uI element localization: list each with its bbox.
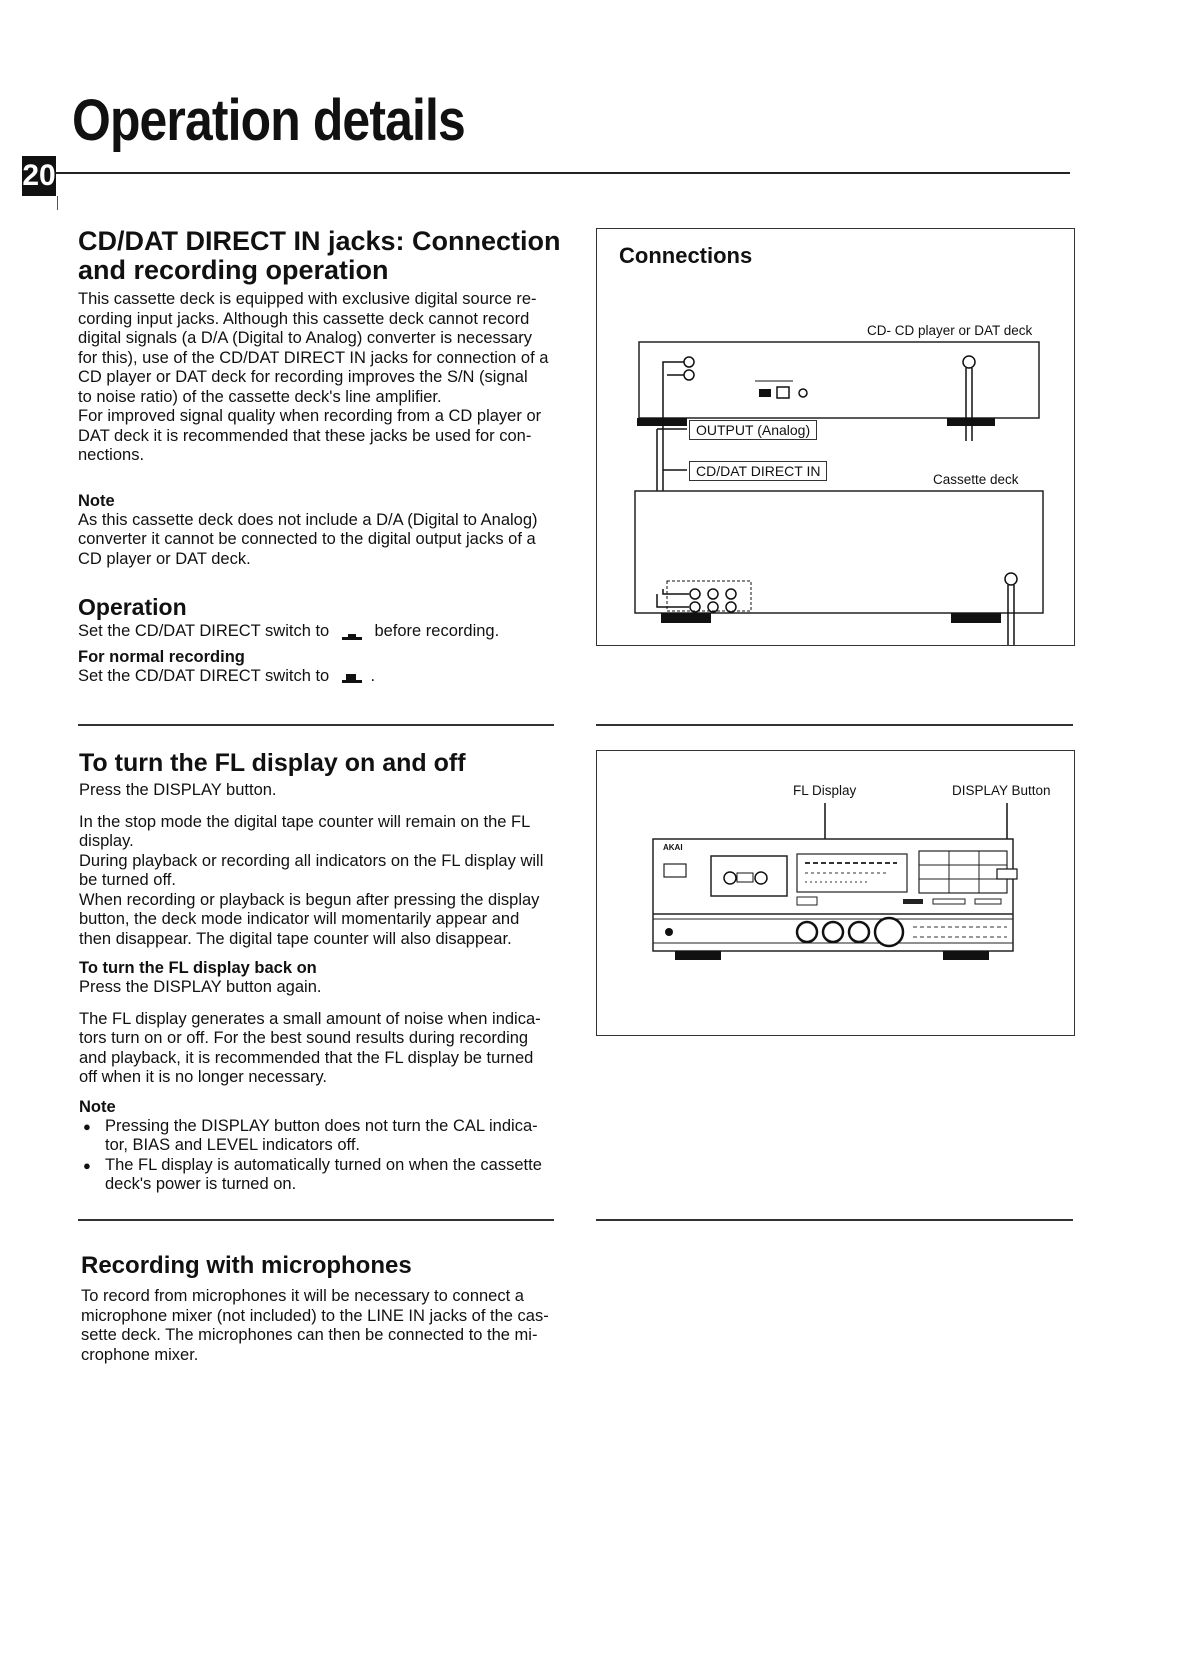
cassette-deck-label: Cassette deck	[933, 472, 1019, 487]
switch-normal-icon	[342, 670, 362, 682]
fl-display-heading: To turn the FL display on and off	[79, 749, 466, 777]
cd-dat-direct-in-label: CD/DAT DIRECT IN	[689, 461, 827, 481]
fl-display-press: Press the DISPLAY button.	[79, 781, 277, 799]
cd-dat-body-line: for this), use of the CD/DAT DIRECT IN jacks for connection of a	[78, 348, 549, 367]
cd-dat-body-line: cording input jacks. Although this cassette deck cannot record	[78, 309, 530, 328]
cd-player-unit	[639, 342, 1039, 418]
operation-text-before: Set the CD/DAT DIRECT switch to	[78, 622, 330, 640]
fl-noise-line: and playback, it is recommended that the FL display be turned	[79, 1048, 534, 1067]
fl-back-on-text: Press the DISPLAY button again.	[79, 978, 322, 996]
deck-foot	[675, 951, 721, 960]
cd-panel-mark	[759, 389, 771, 397]
switch-direct-icon	[342, 627, 362, 637]
fl-display-body-line: During playback or recording all indicators on the FL display will	[79, 851, 544, 870]
fl-display-section	[79, 750, 579, 1195]
microphones-body-line: To record from microphones it will be necessary to connect a	[81, 1287, 524, 1305]
normal-recording-title: For normal recording	[78, 647, 245, 666]
connection-diagram	[597, 229, 1074, 645]
fl-display-body-line: display.	[79, 832, 134, 850]
section-rule	[78, 1219, 554, 1221]
cd-dat-body-line: For improved signal quality when recording from a CD player or	[78, 407, 542, 425]
fl-note-list	[79, 1117, 579, 1195]
headphone-jack	[665, 928, 673, 936]
cassette-deck-foot	[661, 613, 711, 623]
section-rule	[78, 724, 554, 726]
operation-heading: Operation	[78, 594, 187, 620]
fl-display-body-line: button, the deck mode indicator will momentarily appear and	[79, 910, 520, 928]
cassette-door	[711, 856, 787, 896]
normal-recording-text-main: Set the CD/DAT DIRECT switch to	[78, 666, 330, 685]
deck-foot	[943, 951, 989, 960]
fl-display-body-line: In the stop mode the digital tape counter will remain on the FL	[79, 812, 531, 831]
page-number: 20	[22, 156, 56, 196]
cd-dat-body	[78, 290, 578, 466]
margin-tick	[57, 196, 58, 210]
fl-note-line: tor, BIAS and LEVEL indicators off.	[105, 1136, 360, 1154]
cd-dat-note-line: converter it cannot be connected to the digital output jacks of a	[78, 530, 536, 548]
section-rule	[596, 724, 1073, 726]
section-rule	[596, 1219, 1073, 1221]
cd-dat-body-line: to noise ratio) of the cassette deck's line amplifier.	[78, 387, 442, 406]
rec-level-knob	[823, 922, 843, 942]
cd-dat-body-line: nections.	[78, 446, 145, 464]
title-rule	[56, 172, 1070, 174]
cd-dat-section	[78, 227, 578, 686]
fl-note-line: deck's power is turned on.	[105, 1175, 297, 1193]
cd-player-foot	[637, 418, 687, 426]
fl-note-line: Pressing the DISPLAY button does not turn the CAL indica-	[105, 1116, 538, 1135]
cd-player-foot	[947, 418, 995, 426]
fl-back-on-title: To turn the FL display back on	[79, 959, 317, 977]
normal-recording-text	[78, 667, 578, 687]
connections-title: Connections	[619, 243, 753, 268]
fl-display-body-line: When recording or playback is begun after pressing the display	[79, 890, 540, 909]
cd-dat-heading-line1: CD/DAT DIRECT IN jacks: Connection	[78, 226, 561, 256]
fl-noise-line: The FL display generates a small amount of noise when indica-	[79, 1009, 541, 1028]
microphones-body-line: sette deck. The microphones can then be connected to the mi-	[81, 1326, 538, 1344]
operation-text-after: before recording.	[374, 622, 500, 640]
fl-noise-line: off when it is no longer necessary.	[79, 1068, 327, 1086]
microphones-body-line: microphone mixer (not included) to the LINE IN jacks of the cas-	[81, 1306, 549, 1325]
fl-note-line: The FL display is automatically turned on when the cassette	[105, 1155, 542, 1174]
cd-dat-note-line: CD player or DAT deck.	[78, 549, 251, 568]
microphones-heading: Recording with microphones	[81, 1252, 412, 1279]
output-level-knob	[875, 918, 903, 946]
cd-dat-body-line: This cassette deck is equipped with exclusive digital source re-	[78, 290, 537, 308]
cd-dat-body-line: DAT deck it is recommended that these jacks be used for con-	[78, 426, 532, 445]
akai-logo: AKAI	[663, 843, 683, 852]
fl-display-figure	[596, 750, 1075, 1036]
balance-knob	[849, 922, 869, 942]
page-title: Operation details	[72, 88, 465, 153]
cd-player-label: CD- CD player or DAT deck	[867, 323, 1033, 338]
fl-display-label: FL Display	[793, 783, 857, 798]
cassette-deck-foot	[951, 613, 1001, 623]
fl-noise-line: tors turn on or off. For the best sound results during recording	[79, 1029, 529, 1047]
operation-text	[78, 622, 578, 642]
display-button	[997, 869, 1017, 879]
display-button-label: DISPLAY Button	[952, 783, 1051, 798]
cd-dat-body-line: CD player or DAT deck for recording improves the S/N (signal	[78, 368, 528, 386]
normal-recording-text-end: .	[370, 666, 376, 685]
fl-note-item	[79, 1156, 579, 1195]
connections-figure	[596, 228, 1075, 646]
cd-dat-heading-line2: and recording operation	[78, 255, 389, 285]
fl-note-item	[79, 1117, 579, 1156]
cassette-deck-front-illustration	[597, 751, 1074, 1035]
fl-display-body-line: be turned off.	[79, 871, 176, 889]
transport-buttons	[919, 851, 1007, 893]
cd-dat-note-line: As this cassette deck does not include a D/A (Digital to Analog)	[78, 510, 538, 529]
microphones-section	[81, 1253, 581, 1365]
fl-display-body-line: then disappear. The digital tape counter will also disappear.	[79, 929, 512, 948]
rec-level-knob	[797, 922, 817, 942]
fl-note-title: Note	[79, 1097, 116, 1116]
microphones-body-line: crophone mixer.	[81, 1345, 199, 1364]
cd-dat-body-line: digital signals (a D/A (Digital to Analog) converter is necessary	[78, 329, 532, 347]
cassette-deck-unit	[635, 491, 1043, 613]
output-analog-label: OUTPUT (Analog)	[689, 420, 817, 440]
cd-dat-note-title: Note	[78, 491, 115, 510]
